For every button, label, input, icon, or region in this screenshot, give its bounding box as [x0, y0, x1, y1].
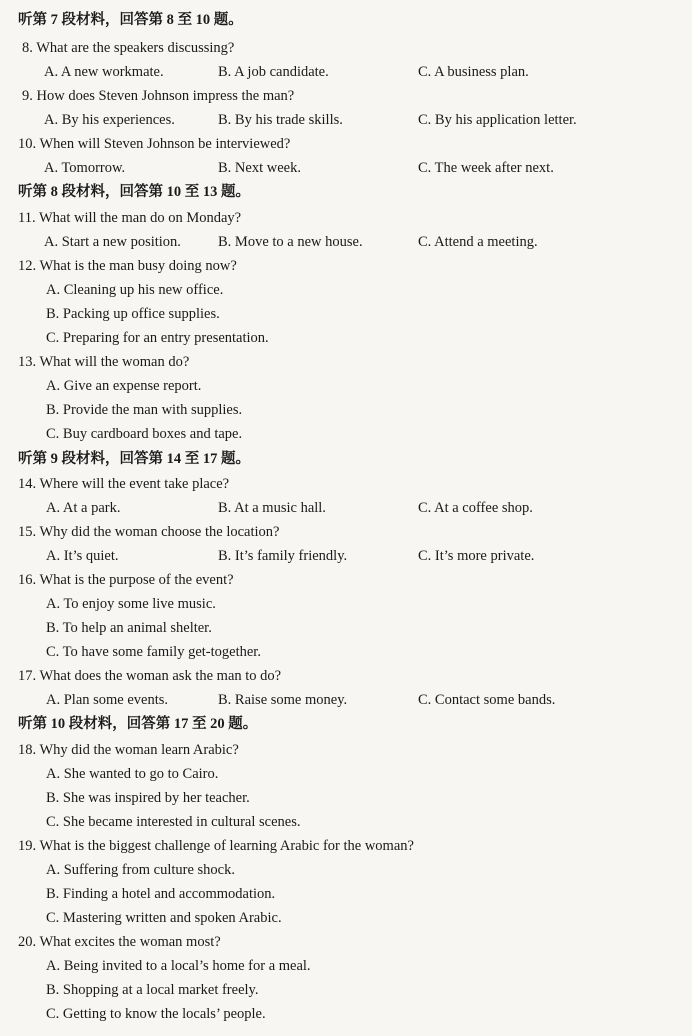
question-17	[0, 665, 692, 687]
question-stem: 19. What is the biggest challenge of learning Arabic for the woman?	[18, 838, 414, 854]
question-19	[0, 835, 692, 857]
option-c: C. At a coffee shop.	[418, 500, 533, 516]
question-18-option-a: A. She wanted to go to Cairo.	[46, 766, 219, 782]
question-12-option-c: C. Preparing for an entry presentation.	[46, 330, 269, 346]
question-stem: 11. What will the man do on Monday?	[18, 210, 242, 226]
section-7-heading: 听第 7 段材料，回答第 8 至 10 题。	[18, 12, 243, 28]
question-stem: 12. What is the man busy doing now?	[18, 258, 237, 274]
option-b: B. Raise some money.	[218, 692, 348, 708]
question-stem: 13. What will the woman do?	[18, 354, 190, 370]
question-13-option-c: C. Buy cardboard boxes and tape.	[46, 426, 243, 442]
option-c: C. By his application letter.	[418, 112, 577, 128]
question-stem: 14. Where will the event take place?	[18, 476, 230, 492]
question-16-option-b: B. To help an animal shelter.	[46, 620, 212, 636]
question-stem: 18. Why did the woman learn Arabic?	[18, 742, 239, 758]
question-11-options	[0, 231, 692, 253]
question-20-option-c: C. Getting to know the locals’ people.	[46, 1006, 266, 1022]
question-10-options	[0, 157, 692, 179]
option-a: A. Plan some events.	[46, 692, 169, 708]
option-b: B. Next week.	[218, 160, 301, 176]
option-c: C. A business plan.	[418, 64, 529, 80]
question-18-option-b: B. She was inspired by her teacher.	[46, 790, 250, 806]
question-16-option-c: C. To have some family get-together.	[46, 644, 261, 660]
section-9-heading: 听第 9 段材料，回答第 14 至 17 题。	[18, 451, 250, 467]
question-8	[0, 37, 692, 59]
question-9-options	[0, 109, 692, 131]
question-10	[0, 133, 692, 155]
option-a: A. A new workmate.	[44, 64, 164, 80]
option-a: A. Start a new position.	[44, 234, 181, 250]
question-14	[0, 473, 692, 495]
question-12-option-b: B. Packing up office supplies.	[46, 306, 220, 322]
option-b: B. Move to a new house.	[218, 234, 363, 250]
option-b: B. By his trade skills.	[218, 112, 343, 128]
question-stem: 10. When will Steven Johnson be interviewed?	[18, 136, 291, 152]
question-stem: 8. What are the speakers discussing?	[22, 40, 235, 56]
question-18-option-c: C. She became interested in cultural scenes.	[46, 814, 301, 830]
question-19-option-b: B. Finding a hotel and accommodation.	[46, 886, 276, 902]
option-a: A. It’s quiet.	[46, 548, 119, 564]
option-c: C. Contact some bands.	[418, 692, 556, 708]
question-11	[0, 207, 692, 229]
question-20-option-b: B. Shopping at a local market freely.	[46, 982, 259, 998]
option-b: B. It’s family friendly.	[218, 548, 348, 564]
option-c: C. It’s more private.	[418, 548, 535, 564]
question-20	[0, 931, 692, 953]
question-16-option-a: A. To enjoy some live music.	[46, 596, 216, 612]
question-12	[0, 255, 692, 277]
question-9	[0, 85, 692, 107]
option-b: B. A job candidate.	[218, 64, 329, 80]
question-stem: 17. What does the woman ask the man to do?	[18, 668, 282, 684]
option-c: C. The week after next.	[418, 160, 554, 176]
question-19-option-c: C. Mastering written and spoken Arabic.	[46, 910, 282, 926]
option-a: A. By his experiences.	[44, 112, 175, 128]
question-14-options	[0, 497, 692, 519]
question-stem: 16. What is the purpose of the event?	[18, 572, 234, 588]
option-c: C. Attend a meeting.	[418, 234, 538, 250]
question-stem: 15. Why did the woman choose the location?	[18, 524, 280, 540]
question-stem: 9. How does Steven Johnson impress the man?	[22, 88, 295, 104]
question-17-options	[0, 689, 692, 711]
question-13-option-a: A. Give an expense report.	[46, 378, 202, 394]
question-15	[0, 521, 692, 543]
question-20-option-a: A. Being invited to a local’s home for a meal.	[46, 958, 311, 974]
option-a: A. Tomorrow.	[44, 160, 126, 176]
question-8-options	[0, 61, 692, 83]
section-8-heading: 听第 8 段材料，回答第 10 至 13 题。	[18, 184, 250, 200]
question-18	[0, 739, 692, 761]
section-10-heading: 听第 10 段材料，回答第 17 至 20 题。	[18, 716, 258, 732]
question-stem: 20. What excites the woman most?	[18, 934, 221, 950]
question-13-option-b: B. Provide the man with supplies.	[46, 402, 243, 418]
question-16	[0, 569, 692, 591]
question-13	[0, 351, 692, 373]
option-a: A. At a park.	[46, 500, 121, 516]
question-19-option-a: A. Suffering from culture shock.	[46, 862, 235, 878]
question-12-option-a: A. Cleaning up his new office.	[46, 282, 224, 298]
option-b: B. At a music hall.	[218, 500, 326, 516]
question-15-options	[0, 545, 692, 567]
